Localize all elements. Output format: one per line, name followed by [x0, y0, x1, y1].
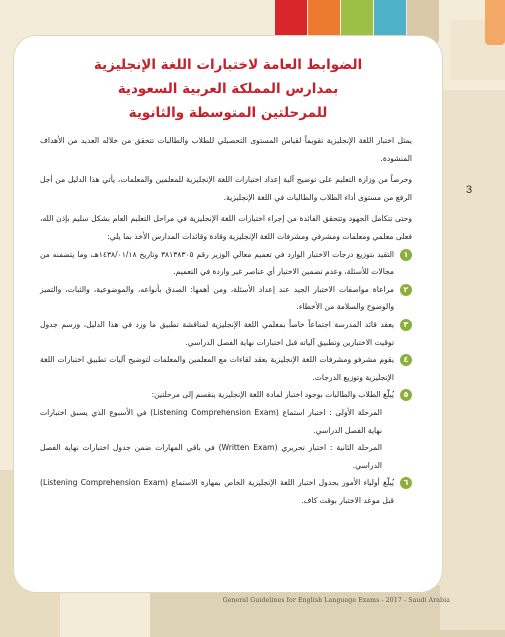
number-badge: ١ — [400, 249, 412, 261]
guideline-item — [40, 316, 412, 351]
number-badge: ٦ — [400, 477, 412, 489]
intro-paragraph: وحتى تتكامل الجهود وتتحقق الفائدة من إجراء اختبارات اللغة الإنجليزية في مراحل التعليم العام بشكل سليم بإذن الله، فعلى معلمي ومعلمات ومشرفي ومشرفات اللغة الإنجليزية وقادة وقائدات المدارس الأخذ بما يلي: — [40, 214, 412, 241]
guideline-item — [40, 386, 412, 404]
guideline-item — [40, 351, 412, 386]
number-badge: ٥ — [400, 389, 412, 401]
guideline-text: يُبلّغ الطلاب والطالبات بوجود اختبار لمادة اللغة الإنجليزية ينقسم إلى مرحلتين: — [151, 390, 394, 400]
number-badge: ٣ — [400, 319, 412, 331]
document-body — [40, 132, 412, 509]
content-card — [14, 36, 442, 592]
stage-text: المرحلة الأولى : اختبار استماع (Listening Comprehension Exam) في الأسبوع الذي يسبق اختبارات نهاية الفصل الدراسي. — [40, 407, 382, 435]
intro-paragraph: وحرصاً من وزارة التعليم على توضيح آلية إعداد اختبارات اللغة الإنجليزية للمعلمين والمعلمات، يأتي هذا الدليل من أجل الرفع من مستوى أداء الطلاب والطالبات في اللغة الإنجليزية. — [40, 175, 412, 202]
page-number: 3 — [466, 184, 473, 196]
guideline-text: التقيد بتوزيع درجات الاختبار الوارد في تعميم معالي الوزير رقم ٣٨١٣٨٣٠٥ وتاريخ ١٤٣٨/٠١/١٨هـ، وما يتضمنه من مجالات للأسئلة، وعدم تضمين الاختبار أي عناصر غير واردة في التعميم. — [40, 249, 395, 277]
decor-tab-peach — [485, 0, 505, 45]
guideline-item — [40, 246, 412, 281]
guideline-text: يقوم مشرفو ومشرفات اللغة الإنجليزية بعقد لقاءات مع المعلمين والمعلمات لتوضيح آليات تطبيق اختبارات اللغة الإنجليزية وتوزيع الدرجات. — [40, 355, 394, 382]
page-title-line2: بمدارس المملكة العربية السعودية — [117, 81, 339, 97]
guideline-item — [40, 281, 412, 316]
guideline-text: يعقد قائد المدرسة اجتماعاً خاصاً بمعلمي اللغة الإنجليزية لمناقشة تطبيق ما ورد في هذا الدليل، ورسم جدول توقيت الاختبارين وتطبيق آلياته قبل اختبارات نهاية الفصل الدراسي. — [40, 319, 394, 347]
number-badge: ٤ — [400, 354, 412, 366]
number-badge: ٢ — [400, 284, 412, 296]
guideline-item — [40, 474, 412, 509]
decor-block — [440, 90, 505, 630]
page-title-line3: للمرحلتين المتوسطة والثانوية — [128, 105, 328, 121]
guideline-text: يُبلّغ أولياء الأمور بجدول اختبار اللغة الإنجليزية الخاص بمهارة الاستماع (Listening Comprehension Exam) قبل موعد الاختبار بوقت كاف. — [40, 478, 394, 505]
page-footer: General Guidelines for English Language Exams - 2017 - Saudi Arabia — [222, 597, 450, 604]
intro-paragraph: يمثل اختبار اللغة الإنجليزية تقويماً لقياس المستوى التحصيلي للطلاب والطالبات تتحقق من خلاله العديد من الأهداف المنشودة. — [40, 136, 412, 163]
guideline-text: مراعاة مواصفات الاختبار الجيد عند إعداد الأسئلة، ومن أهمها: الصدق بأنواعه، والموضوعية، والثبات، والتميز والوضوح والسلامة من الأخطاء. — [40, 284, 394, 312]
page-title-line1: الضوابط العامة لاختبارات اللغة الإنجليزية — [93, 57, 363, 73]
stage-text: المرحلة الثانية : اختبار تحريري (Written Exam) في باقي المهارات ضمن جدول اختبارات نهاية الفصل الدراسي. — [40, 443, 382, 470]
